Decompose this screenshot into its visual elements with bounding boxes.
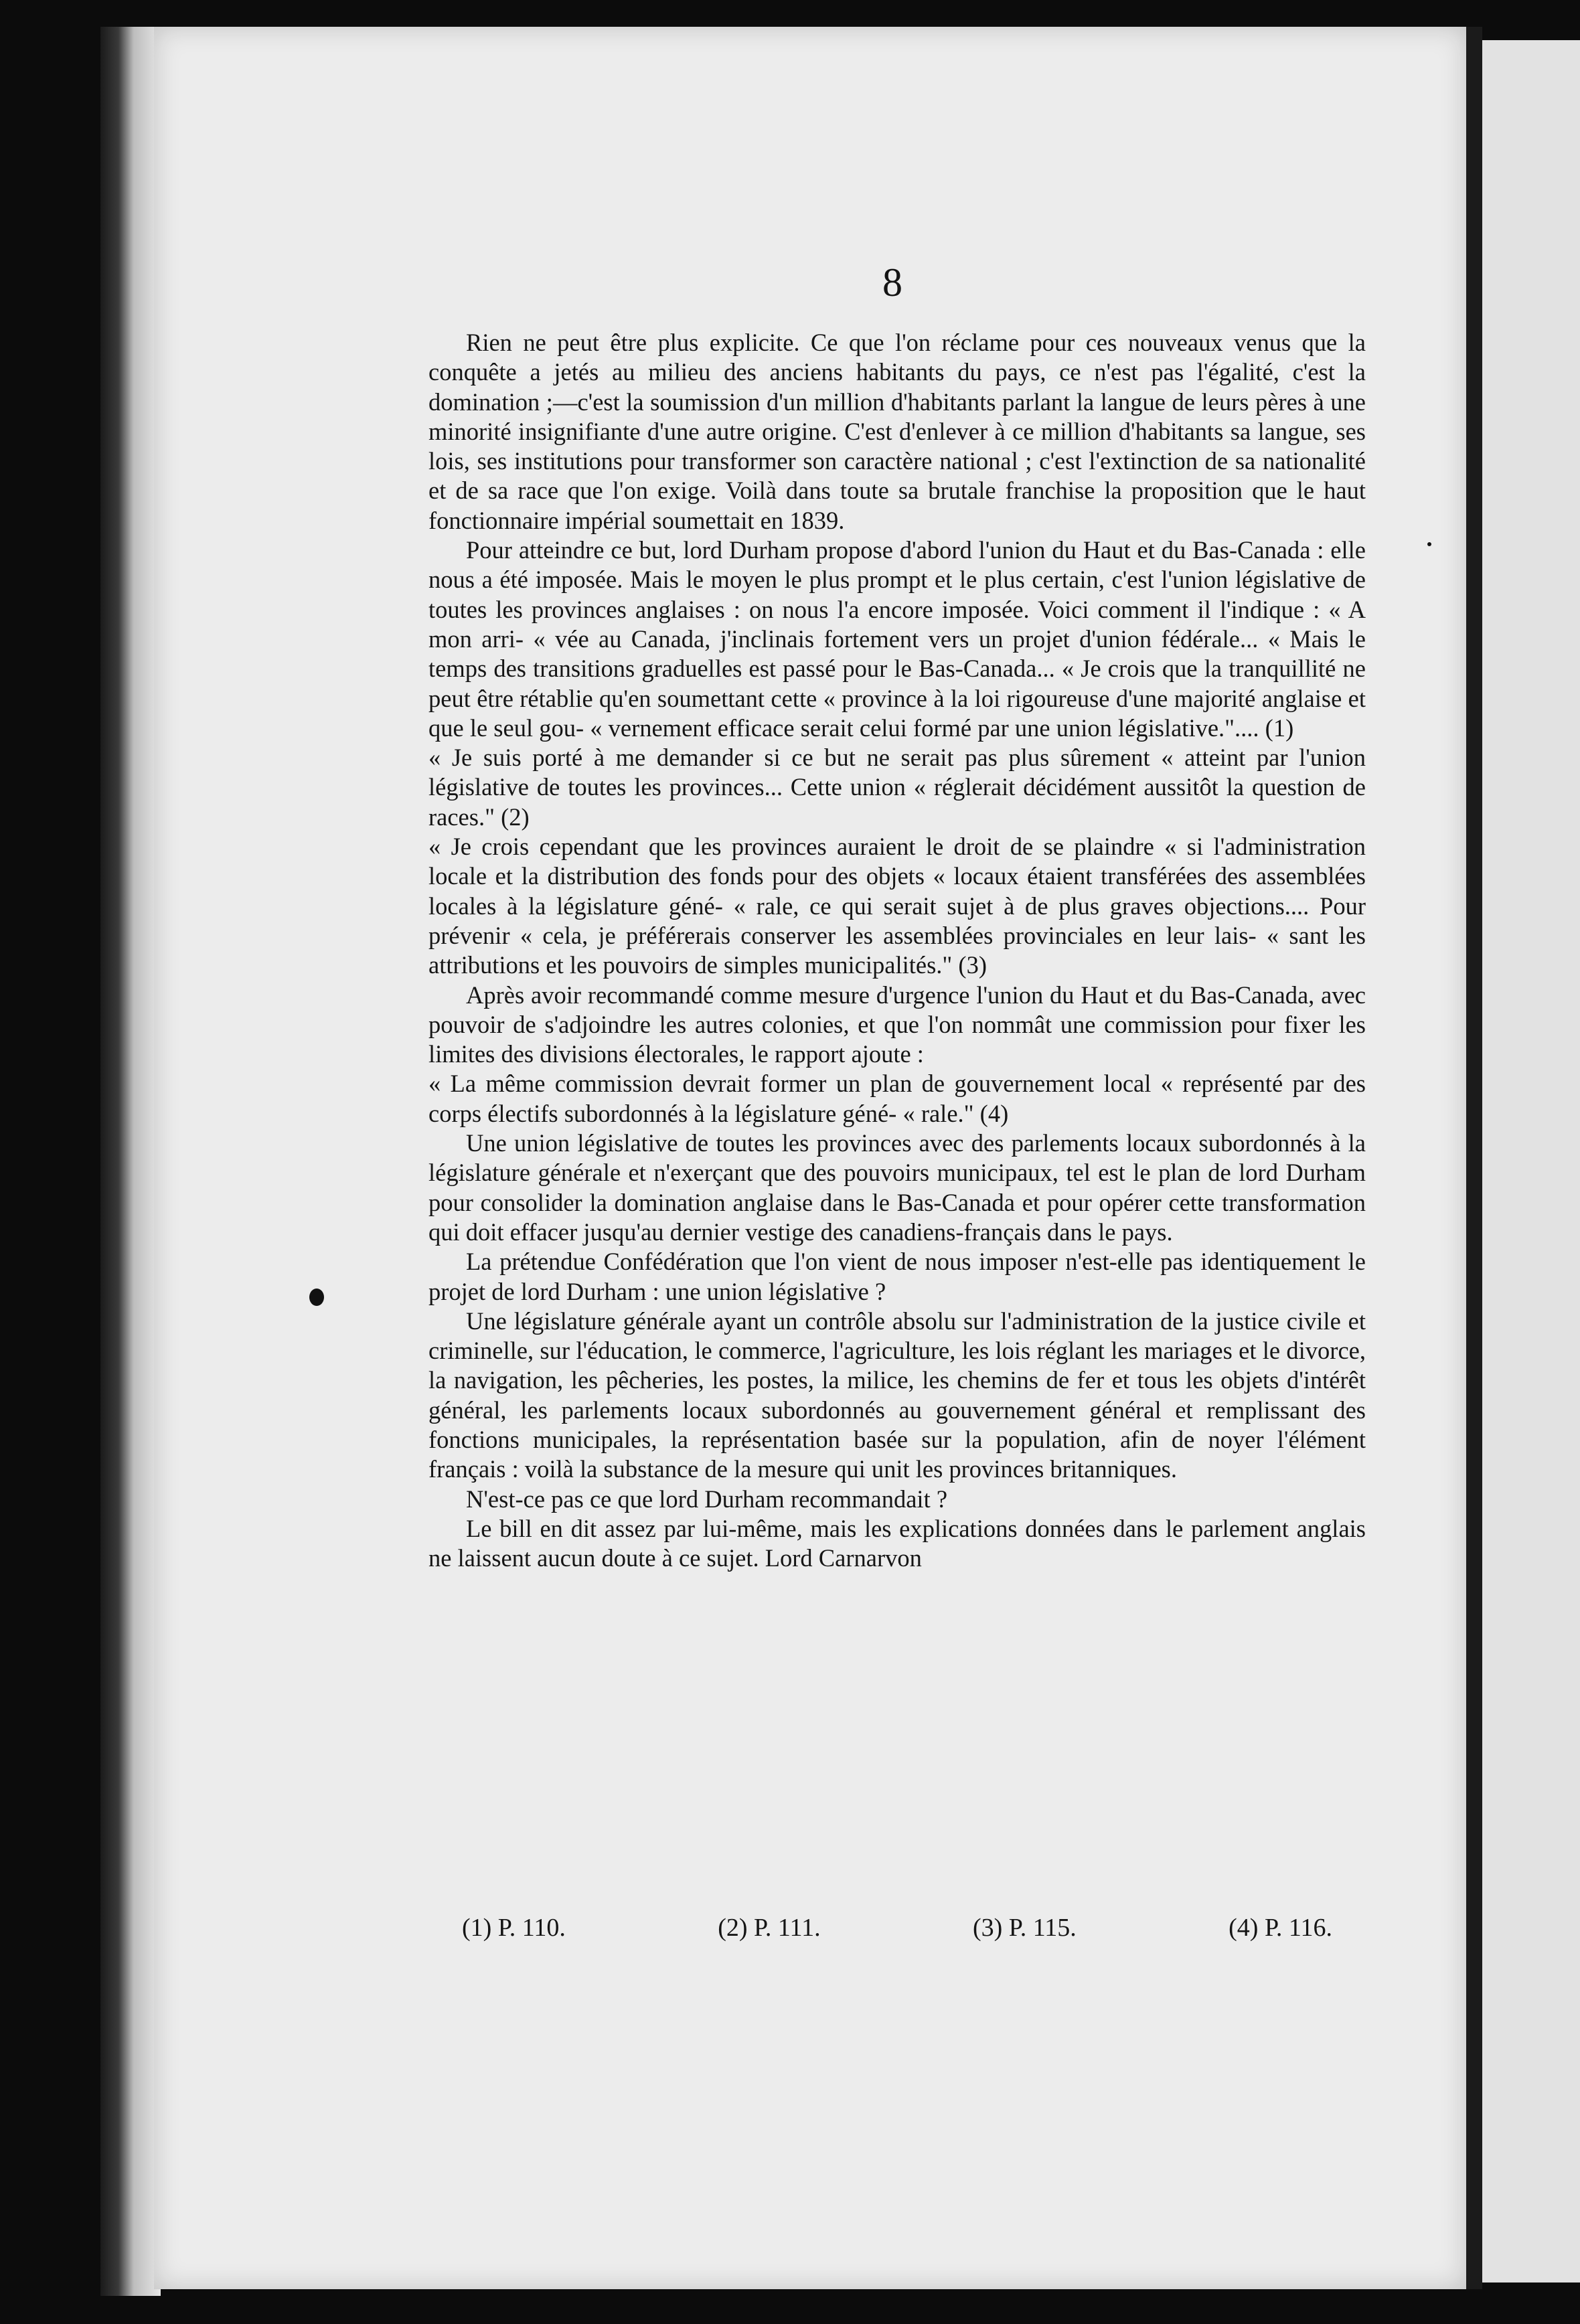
paragraph: Une législature générale ayant un contrôle absolu sur l'administration de la justice civile et criminelle, sur l'éducation, le commerce, l'agriculture, les lois réglant les mariages et le divorce, la navigation, les pêcheries, les postes, la milice, les chemins de fer et tous les objets d'intérêt général, les parlements locaux subordonnés au gouvernement général et remplissant des fonctions municipales, la représentation basée sur la population, afin de noyer l'élément français : voilà la substance de la mesure qui unit les provinces britanniques.: [428, 1307, 1366, 1483]
paragraph: Une union législative de toutes les provinces avec des parlements locaux subordonnés à la législature générale et n'exerçant que des pouvoirs municipaux, tel est le plan de lord Durham pour consolider la domination anglaise dans le Bas-Canada et pour opérer cette transformation qui doit effacer jusqu'au dernier vestige des canadiens-français dans le pays.: [428, 1129, 1366, 1246]
book-binding-edge: [100, 27, 161, 2296]
quotation-paragraph: « Je suis porté à me demander si ce but ne serait pas plus sûrement « atteint par l'union législative de toutes les provinces... Cette union « réglerait décidément aussitôt la question de races." (2): [428, 744, 1366, 831]
footnote: (3) P. 115.: [972, 1914, 1077, 1942]
quotation-paragraph: « Je crois cependant que les provinces auraient le droit de se plaindre « si l'administration locale et la distribution des fonds pour des objets « locaux étaient transférées des assemblées locales à la législature géné- « rale, ce qui serait sujet à de plus graves objections.... Pour prévenir « cela, je préférerais conserver les assemblées provinciales en leur lais- « sant les attributions et les pouvoirs de simples municipalités." (3): [428, 833, 1366, 979]
quotation-paragraph: « La même commission devrait former un plan de gouvernement local « représenté par des corps électifs subordonnés à la législature géné- « rale." (4): [428, 1070, 1366, 1127]
page-number: 8: [882, 260, 902, 305]
page-gutter-shadow: [1466, 27, 1482, 2289]
paragraph: La prétendue Confédération que l'on vient de nous imposer n'est-elle pas identiquement le projet de lord Durham : une union législative ?: [428, 1248, 1366, 1305]
paragraph: Rien ne peut être plus explicite. Ce que l'on réclame pour ces nouveaux venus que la conquête a jetés au milieu des anciens habitants du pays, ce n'est pas l'égalité, c'est la domination ;—c'est la soumission d'un million d'habitants parlant la langue de leurs pères à une minorité insignifiante d'une autre origine. C'est d'enlever à ce million d'habitants sa langue, ses lois, ses institutions pour transformer son caractère national ; c'est l'extinction de sa nationalité et de sa race que l'on exige. Voilà dans toute sa brutale franchise la proposition que le haut fonctionnaire impérial soumettait en 1839.: [428, 329, 1366, 534]
footnote: (1) P. 110.: [462, 1914, 566, 1942]
paragraph: Après avoir recommandé comme mesure d'urgence l'union du Haut et du Bas-Canada, avec pouvoir de s'adjoindre les autres colonies, et que l'on nommât une commission pour fixer les limites des divisions électorales, le rapport ajoute :: [428, 981, 1366, 1068]
paragraph: N'est-ce pas ce que lord Durham recommandait ?: [466, 1485, 948, 1513]
ink-speck: [309, 1289, 324, 1306]
facing-page-edge: [1482, 40, 1580, 2282]
body-text: [428, 328, 1366, 1573]
paragraph: Le bill en dit assez par lui-même, mais les explications données dans le parlement anglais ne laissent aucun doute à ce sujet. Lord Carnarvon: [428, 1514, 1366, 1572]
footnote: (2) P. 111.: [718, 1914, 821, 1942]
paragraph: Pour atteindre ce but, lord Durham propose d'abord l'union du Haut et du Bas-Canada : elle nous a été imposée. Mais le moyen le plus prompt et le plus certain, c'est l'union législative de toutes les provinces anglaises : on nous l'a encore imposée. Voici comment il l'indique : « A mon arri- « vée au Canada, j'inclinais fortement vers un projet d'union fédérale... « Mais le temps des transitions graduelles est passé pour le Bas-Canada... « Je crois que la tranquillité ne peut être rétablie qu'en soumettant cette « province à la loi rigoureuse d'une majorité anglaise et que le seul gou- « vernement efficace serait celui formé par une union législative.".... (1): [428, 536, 1366, 742]
footnotes: [462, 1913, 1332, 1942]
ink-speck: [1427, 542, 1431, 546]
footnote: (4) P. 116.: [1229, 1914, 1332, 1942]
